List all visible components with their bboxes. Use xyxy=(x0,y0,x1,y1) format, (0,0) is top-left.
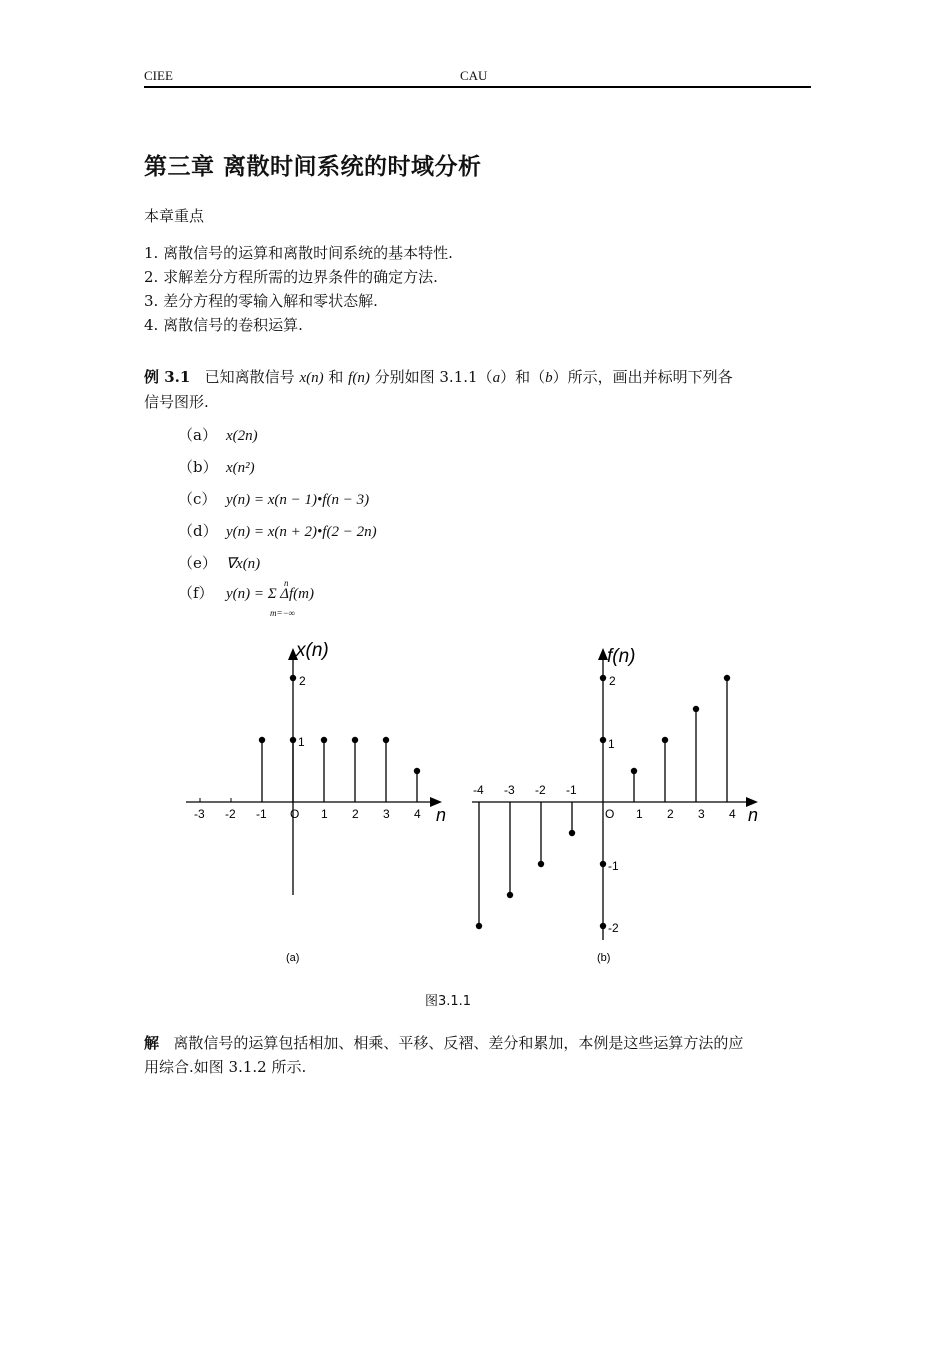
example-and: 和 xyxy=(328,368,344,386)
item-label: （b） xyxy=(178,458,218,476)
key-points-list xyxy=(144,241,453,337)
left-x-tick-label: -1 xyxy=(256,807,267,821)
right-stem-point xyxy=(569,830,575,836)
solution-line2: 用综合.如图 3.1.2 所示. xyxy=(144,1058,307,1076)
right-axis-point xyxy=(600,675,606,681)
right-axis-point xyxy=(600,737,606,743)
key-points-heading: 本章重点 xyxy=(144,207,205,225)
right-y-tick-neg1: -1 xyxy=(608,859,619,873)
figure-caption: 图3.1.1 xyxy=(425,994,472,1009)
right-stem-point xyxy=(662,737,668,743)
right-sublabel: (b) xyxy=(597,952,611,964)
left-x-tick-label: 3 xyxy=(383,807,390,821)
sum-lower-limit: m=−∞ xyxy=(270,608,296,618)
example-x-symbol: x(n) xyxy=(299,370,324,386)
solution-label: 解 xyxy=(144,1034,160,1052)
example-a-symbol: a xyxy=(492,370,501,386)
right-x-tick-label: O xyxy=(605,807,615,821)
sum-upper-limit: n xyxy=(284,578,289,588)
left-x-label: n xyxy=(436,805,447,825)
left-x-tick-label: 4 xyxy=(414,807,421,821)
header-rule xyxy=(144,86,811,88)
example-text-before: 已知离散信号 xyxy=(204,368,295,386)
right-x-tick-label: -4 xyxy=(473,783,484,797)
right-stem-point xyxy=(724,675,730,681)
example-label: 例 3.1 xyxy=(144,368,191,386)
right-plot-f-n xyxy=(472,646,758,964)
example-text-mid: 分别如图 3.1.1（ xyxy=(374,368,493,386)
item-label: （d） xyxy=(178,522,218,540)
example-item-e xyxy=(178,551,377,581)
example-item-d xyxy=(178,519,377,551)
left-x-tick-label: 1 xyxy=(321,807,328,821)
left-x-tick-label: -2 xyxy=(225,807,236,821)
right-x-tick-label: -3 xyxy=(504,783,515,797)
example-paragraph xyxy=(144,365,824,414)
right-x-tick-label: 2 xyxy=(667,807,674,821)
example-item-f xyxy=(178,578,377,621)
left-stem-point xyxy=(259,737,265,743)
example-f-symbol: f(n) xyxy=(348,370,370,386)
right-stem-point xyxy=(538,861,544,867)
left-plot-x-n xyxy=(186,640,446,964)
right-stem-point xyxy=(693,706,699,712)
left-stem-point xyxy=(290,737,296,743)
item-expr: y(n) = x(n − 1)•f(n − 3) xyxy=(226,492,370,508)
key-point-item: 4. 离散信号的卷积运算. xyxy=(144,316,303,334)
example-line2: 信号图形. xyxy=(144,393,209,411)
item-expr: x(n²) xyxy=(226,460,255,476)
example-item-b xyxy=(178,455,377,487)
example-text-after: ）所示，画出并标明下列各 xyxy=(552,368,733,386)
right-y-tick-1: 1 xyxy=(608,737,615,751)
example-b-symbol: b xyxy=(545,370,553,386)
left-stem-point xyxy=(352,737,358,743)
left-x-tick-label: O xyxy=(290,807,300,821)
item-label: （f） xyxy=(178,584,214,602)
example-items xyxy=(178,423,377,621)
right-y-tick-neg2: -2 xyxy=(608,921,619,935)
header-left: CIEE xyxy=(144,68,173,83)
item-label: （e） xyxy=(178,554,217,572)
item-expr: y(n) = x(n + 2)•f(2 − 2n) xyxy=(226,524,377,540)
example-item-a xyxy=(178,423,377,455)
left-sublabel: (a) xyxy=(286,952,300,964)
chapter-title: 第三章 离散时间系统的时域分析 xyxy=(144,153,482,180)
right-x-tick-label: -1 xyxy=(566,783,577,797)
right-x-tick-label: 1 xyxy=(636,807,643,821)
item-expr: ∇x(n) xyxy=(226,556,261,572)
key-point-item: 3. 差分方程的零输入解和零状态解. xyxy=(144,292,378,310)
right-stem-point xyxy=(476,923,482,929)
item-expr: y(n) = Σ Δf(m) xyxy=(226,586,314,602)
key-point-item: 2. 求解差分方程所需的边界条件的确定方法. xyxy=(144,268,438,286)
item-label: （a） xyxy=(178,426,217,444)
figure-3-1-1 xyxy=(170,630,780,975)
right-x-tick-label: -2 xyxy=(535,783,546,797)
right-axis-point xyxy=(600,861,606,867)
left-y-tick-1: 1 xyxy=(298,735,305,749)
example-text-mid2: ）和（ xyxy=(500,368,546,386)
solution-paragraph xyxy=(144,1031,824,1079)
header-center: CAU xyxy=(460,68,488,83)
right-y-label: f(n) xyxy=(607,646,636,667)
right-x-label: n xyxy=(748,805,759,825)
right-axis-point xyxy=(600,923,606,929)
left-stem-point xyxy=(383,737,389,743)
right-x-tick-label: 4 xyxy=(729,807,736,821)
left-y-tick-2: 2 xyxy=(299,674,306,688)
solution-line1: 离散信号的运算包括相加、相乘、平移、反褶、差分和累加，本例是这些运算方法的应 xyxy=(173,1034,744,1052)
item-label: （c） xyxy=(178,490,217,508)
left-stem-point xyxy=(414,768,420,774)
left-y-label: x(n) xyxy=(296,640,329,661)
example-item-c xyxy=(178,487,377,519)
left-x-tick-label: 2 xyxy=(352,807,359,821)
right-stem-point xyxy=(631,768,637,774)
left-x-tick-label: -3 xyxy=(194,807,205,821)
key-point-item: 1. 离散信号的运算和离散时间系统的基本特性. xyxy=(144,244,453,262)
left-stem-point xyxy=(321,737,327,743)
right-x-tick-label: 3 xyxy=(698,807,705,821)
item-expr: x(2n) xyxy=(226,428,258,444)
right-stem-point xyxy=(507,892,513,898)
right-y-tick-2: 2 xyxy=(609,674,616,688)
left-axis-point-2 xyxy=(290,675,296,681)
